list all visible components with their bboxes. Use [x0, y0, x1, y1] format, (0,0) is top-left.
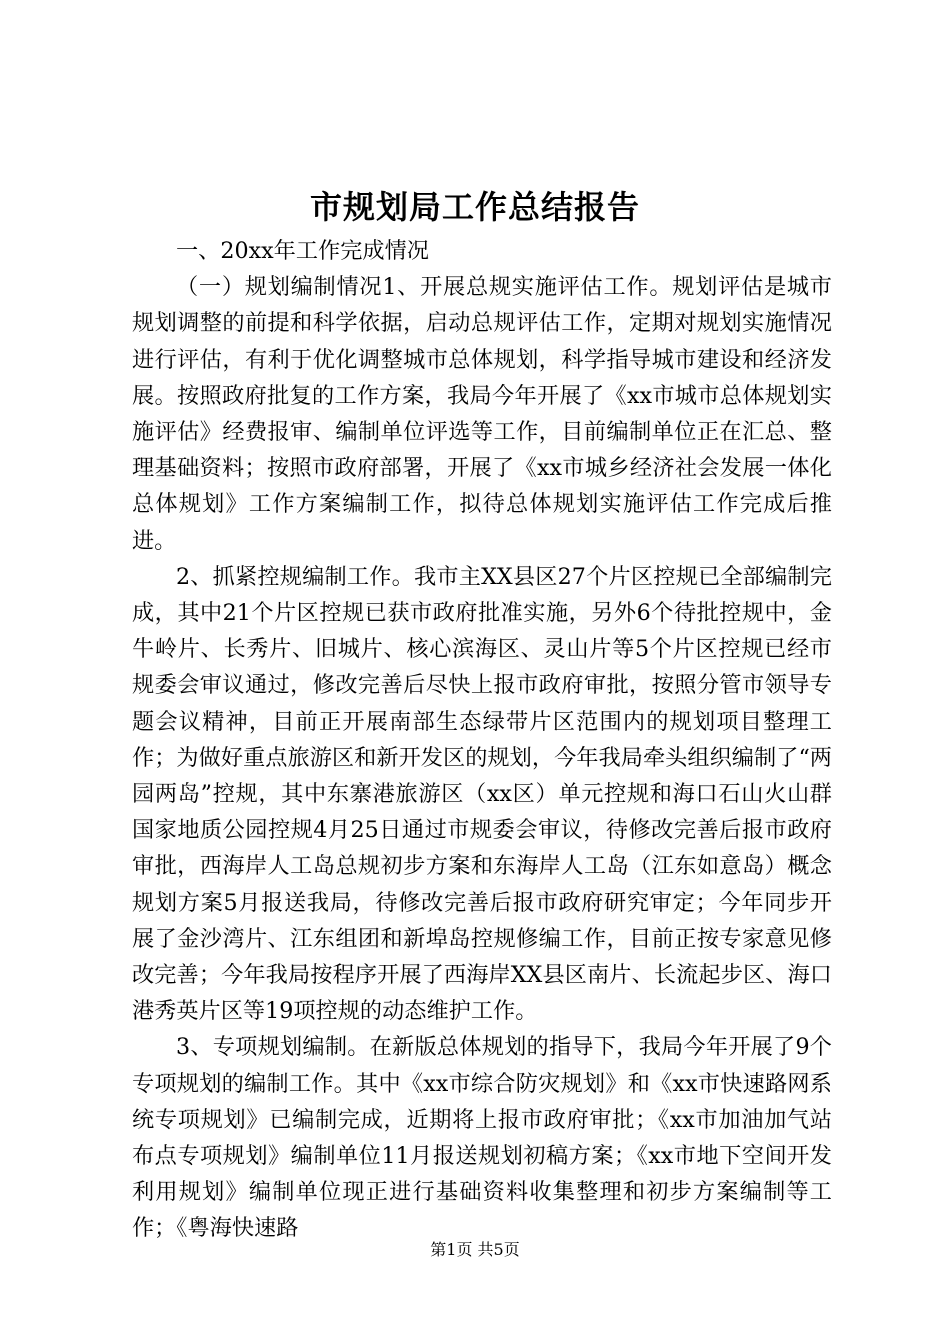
paragraph-planning-overview: （一）规划编制情况1、开展总规实施评估工作。规划评估是城市规划调整的前提和科学依据，启动总规评估工作，定期对规划实施情况进行评估，有利于优化调整城市总体规划，科学指导城市建设和经济发展。按照政府批复的工作方案，我局今年开展了《xx市城市总体规划实施评估》经费报审、编制单位评选等工作，目前编制单位正在汇总、整理基础资料；按照市政府部署，开展了《xx市城乡经济社会发展一体化总体规划》工作方案编制工作，拟待总体规划实施评估工作完成后推进。 — [132, 274, 832, 554]
document-title: 市规划局工作总结报告 — [309, 188, 640, 226]
paragraph-regulatory-plans: 2、抓紧控规编制工作。我市主XX县区27个片区控规已全部编制完成，其中21个片区控规已获市政府批准实施，另外6个待批控规中，金牛岭片、长秀片、旧城片、核心滨海区、灵山片等5个片区控规已经市规委会审议通过，修改完善后尽快上报市政府审批，按照分管市领导专题会议精神，目前正开展南部生态绿带片区范围内的规划项目整理工作；为做好重点旅游区和新开发区的规划，今年我局牵头组织编制了“两园两岛”控规，其中东寨港旅游区（xx区）单元控规和海口石山火山群国家地质公园控规4月25日通过市规委会审议，待修改完善后报市政府审批，西海岸人工岛总规初步方案和东海岸人工岛（江东如意岛）概念规划方案5月报送我局，待修改完善后报市政府研究审定；今年同步开展了金沙湾片、江东组团和新埠岛控规修编工作，目前正按专家意见修改完善；今年我局按程序开展了西海岸XX县区南片、长流起步区、海口港秀英片区等19项控规的动态维护工作。 — [132, 563, 832, 1025]
document-body — [132, 233, 832, 1247]
paragraph-special-plans: 3、专项规划编制。在新版总体规划的指导下，我局今年开展了9个专项规划的编制工作。其中《xx市综合防灾规划》和《xx市快速路网系统专项规划》已编制完成，近期将上报市政府审批；《xx市加油加气站布点专项规划》编制单位11月报送规划初稿方案；《xx市地下空间开发利用规划》编制单位现正进行基础资料收集整理和初步方案编制等工作；《粤海快速路 — [132, 1034, 832, 1242]
section-heading: 一、20xx年工作完成情况 — [176, 238, 429, 264]
page-footer: 第1页 共5页 — [430, 1240, 520, 1259]
